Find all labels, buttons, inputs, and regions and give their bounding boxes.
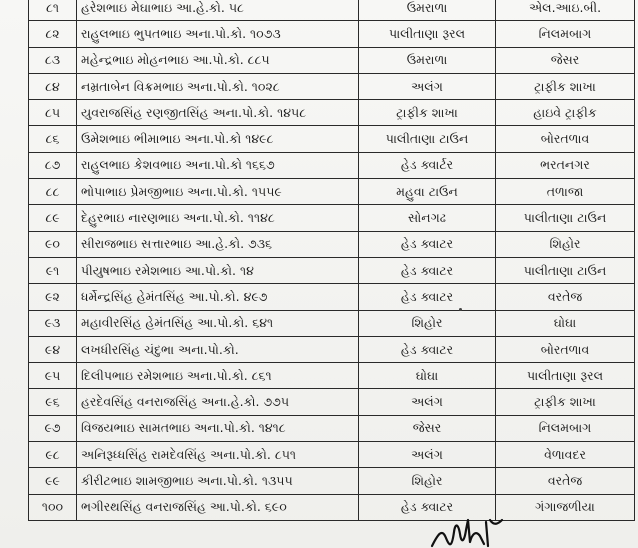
- table-row: [29, 468, 635, 494]
- row-number: ૮૭: [29, 152, 77, 178]
- employee-name: પીયુષભાઇ રમેશભાઇ આ.પો.કો. ૧૪: [77, 257, 359, 283]
- row-number: ૯૬: [29, 389, 77, 415]
- employee-name: રાહુલભાઇ કેશવભાઇ અના.પો.કો ૧૬૬૭: [77, 152, 359, 178]
- employee-name: નમ્રતાબેન વિક્રમભાઇ અના.પો.કો. ૧૦૨૮: [77, 73, 359, 99]
- row-number: ૮૩: [29, 47, 77, 73]
- table-row: [29, 152, 635, 178]
- from-station: પાલીતાણા રૂરલ: [359, 21, 496, 47]
- employee-name: કીરીટભાઇ શામજીભાઇ અના.પો.કો. ૧૩૫૫: [77, 468, 359, 494]
- from-station: શિહોર: [359, 468, 496, 494]
- from-station: ઉમરાળા: [359, 0, 496, 21]
- row-number: ૯૮: [29, 442, 77, 468]
- row-number: ૮૧: [29, 0, 77, 21]
- from-station: સોનગઢ: [359, 205, 496, 231]
- from-station: હેડ ક્વાટર: [359, 257, 496, 283]
- to-station: ટ્રાફીક શાખા: [496, 389, 635, 415]
- to-station: નિલમબાગ: [496, 415, 635, 441]
- row-number: ૮૫: [29, 100, 77, 126]
- row-number: ૯૩: [29, 310, 77, 336]
- to-station: વરતેજ: [496, 284, 635, 310]
- row-number: ૧૦૦: [29, 494, 77, 520]
- employee-name: વિજયભાઇ સામતભાઇ અના.પો.કો. ૧૪૧૮: [77, 415, 359, 441]
- to-station: ઘોઘા: [496, 310, 635, 336]
- signature-icon: [428, 516, 508, 548]
- table-row: [29, 415, 635, 441]
- employee-name: રાહુલભાઇ ભુપતભાઇ અના.પો.કો. ૧૦૭૩: [77, 21, 359, 47]
- row-number: ૯૨: [29, 284, 77, 310]
- table-row: [29, 100, 635, 126]
- from-station: ટ્રાફીક શાખા: [359, 100, 496, 126]
- row-number: ૮૮: [29, 179, 77, 205]
- row-number: ૯૯: [29, 468, 77, 494]
- to-station: તળાજા: [496, 179, 635, 205]
- table-row: [29, 0, 635, 21]
- from-station: ઘોઘા: [359, 363, 496, 389]
- from-station: હેડ ક્વાટર: [359, 336, 496, 362]
- row-number: ૮૬: [29, 126, 77, 152]
- row-number: ૮૨: [29, 21, 77, 47]
- employee-name: ધર્મેન્દ્રસિંહ હેમંતસિંહ આ.પો.કો. ૪૯૭: [77, 284, 359, 310]
- to-station: ટ્રાફીક શાખા: [496, 73, 635, 99]
- from-station: હેડ ક્વાટર: [359, 494, 496, 520]
- to-station: નિલમબાગ: [496, 21, 635, 47]
- table-row: [29, 389, 635, 415]
- to-station: વેળાવદર: [496, 442, 635, 468]
- to-station: ભરતનગર: [496, 152, 635, 178]
- table-row: [29, 257, 635, 283]
- transfer-table-body: [29, 0, 635, 520]
- employee-name: હરદેવસિંહ વનરાજસિંહ અના.હે.કો. ૭૭૫: [77, 389, 359, 415]
- table-row: [29, 310, 635, 336]
- from-station: અલંગ: [359, 73, 496, 99]
- ink-speck: [459, 308, 462, 311]
- employee-name: લખધીરસિંહ ચંદુભા અના.પો.કો.: [77, 336, 359, 362]
- to-station: બોરતળાવ: [496, 336, 635, 362]
- from-station: હેડ ક્વાટર: [359, 231, 496, 257]
- employee-name: ઉમેશભાઇ ભીમાભાઇ અના.પો.કો ૧૪૯૮: [77, 126, 359, 152]
- employee-name: ભોપાભાઇ પ્રેમજીભાઇ અના.પો.કો. ૧૫૫૯: [77, 179, 359, 205]
- table-row: [29, 284, 635, 310]
- to-station: પાલીતાણા ટાઉન: [496, 257, 635, 283]
- from-station: પાલીતાણા ટાઉન: [359, 126, 496, 152]
- to-station: બોરતળાવ: [496, 126, 635, 152]
- employee-name: સીરાજભાઇ સત્તારભાઇ આ.હે.કો. ૭૩૬: [77, 231, 359, 257]
- table-row: [29, 494, 635, 520]
- from-station: ઉમરાળા: [359, 47, 496, 73]
- transfer-table: [28, 0, 635, 521]
- to-station: જેસર: [496, 47, 635, 73]
- row-number: ૯૧: [29, 257, 77, 283]
- to-station: વરતેજ: [496, 468, 635, 494]
- employee-name: મહાવીરસિંહ હેમંતસિંહ આ.પો.કો. ૬૪૧: [77, 310, 359, 336]
- table-row: [29, 231, 635, 257]
- row-number: ૯૦: [29, 231, 77, 257]
- row-number: ૯૫: [29, 363, 77, 389]
- employee-name: ભગીરથસિંહ વનરાજસિંહ આ.પો.કો. ૬૯૦: [77, 494, 359, 520]
- employee-name: દેહુરભાઇ નારણભાઇ અના.પો.કો. ૧૧૪૮: [77, 205, 359, 231]
- to-station: હાઇવે ટ્રાફીક: [496, 100, 635, 126]
- from-station: અલંગ: [359, 442, 496, 468]
- table-row: [29, 47, 635, 73]
- table-row: [29, 73, 635, 99]
- table-row: [29, 179, 635, 205]
- row-number: ૮૪: [29, 73, 77, 99]
- employee-name: દિલીપભાઇ રમેશભાઇ અના.પો.કો. ૮૬૧: [77, 363, 359, 389]
- to-station: પાલીતાણા ટાઉન: [496, 205, 635, 231]
- from-station: હેડ ક્વાર્ટર: [359, 152, 496, 178]
- row-number: ૯૭: [29, 415, 77, 441]
- to-station: શિહોર: [496, 231, 635, 257]
- table-row: [29, 363, 635, 389]
- table-row: [29, 442, 635, 468]
- table-row: [29, 21, 635, 47]
- employee-name: મહેન્દ્રભાઇ મોહનભાઇ આ.પો.કો. ૮૮૫: [77, 47, 359, 73]
- to-station: ગંગાજળીયા: [496, 494, 635, 520]
- employee-name: હરેશભાઇ મેઘાભાઇ આ.હે.કો. ૫૮: [77, 0, 359, 21]
- row-number: ૯૪: [29, 336, 77, 362]
- from-station: મહુવા ટાઉન: [359, 179, 496, 205]
- to-station: એલ.આઇ.બી.: [496, 0, 635, 21]
- table-row: [29, 336, 635, 362]
- to-station: પાલીતાણા રૂરલ: [496, 363, 635, 389]
- table-row: [29, 205, 635, 231]
- from-station: જેસર: [359, 415, 496, 441]
- row-number: ૮૯: [29, 205, 77, 231]
- from-station: હેડ ક્વાટર: [359, 284, 496, 310]
- employee-name: અનિરૂધ્ધસિંહ રામદેવસિંહ અના.પો.કો. ૮૫૧: [77, 442, 359, 468]
- from-station: અલંગ: [359, 389, 496, 415]
- table-row: [29, 126, 635, 152]
- employee-name: યુવરાજસિંહ રણજીતસિંહ અના.પો.કો. ૧૪૫૮: [77, 100, 359, 126]
- from-station: શિહોર: [359, 310, 496, 336]
